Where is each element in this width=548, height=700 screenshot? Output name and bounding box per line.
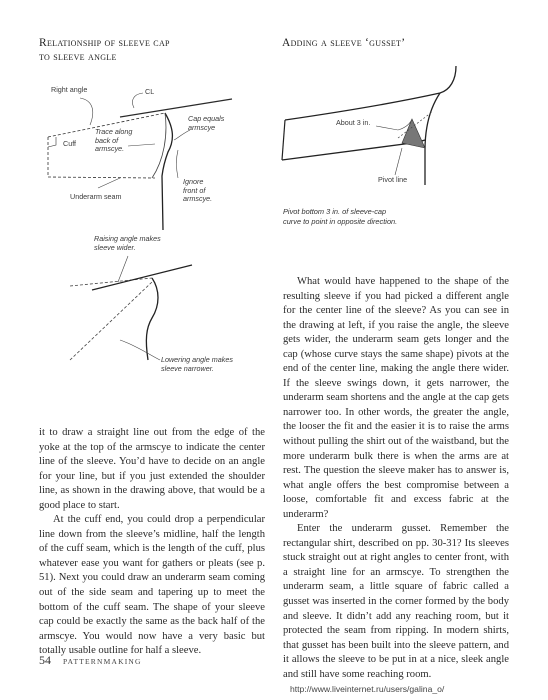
- label-trace-3: armscye.: [95, 144, 125, 154]
- gusset-caption: [283, 207, 397, 226]
- gusset-caption-line-2: curve to point in opposite direction.: [283, 216, 398, 226]
- label-lowering-2: sleeve narrower.: [161, 363, 214, 373]
- right-heading: Adding a sleeve ‘gusset’: [282, 37, 406, 49]
- label-raising-1: Raising angle makes: [94, 234, 161, 243]
- watermark-url: http://www.liveinternet.ru/users/galina_o/: [290, 684, 445, 694]
- left-paragraph-2: At the cuff end, you could drop a perpendicular line down from the sleeve’s midline, half the length of the cuff seam, which is the length of the cuff, plus whatever ease you want for gathers or pleats (see p. 51). Next you could draw an underarm seam coming out of the side seam and tapering up to meet the bottom of the cuff seam. The shape of your sleeve cap could be exactly the same as the back half of the armscye. You would now have a very basic but totally usable outline for half a sleeve.: [39, 514, 265, 657]
- left-column-text: [39, 426, 265, 659]
- page-number: 54: [39, 653, 51, 667]
- label-trace-1: Trace along: [95, 127, 133, 136]
- left-heading-line-1: Relationship of sleeve cap: [39, 37, 170, 49]
- label-underarm-seam: Underarm seam: [70, 192, 122, 201]
- right-paragraph-1: What would have happened to the shape of the resulting sleeve if you had picked a different angle for the center line of the sleeve? As you can see in the drawing at left, if you raise the angle, the sleeve gets wider, the underarm seam gets longer and the cap (whose curve stays the same shape) pivots at the end of the center line, making the angle there wider. If the sleeve swings down, it gets narrower, the underarm seam shortens and the angle at the cap gets narrower too. In other words, the greater the angle, the looser the fit and the easier it is to raise the arms without pulling the shirt out of the waistband, but the more underarm bulk there is when the arms are at rest. The question the sleeve maker has to answer is, what angle offers the best compromise between a loose, comfortable fit and excess fabric at the underarm?: [283, 276, 509, 520]
- gusset-caption-line-1: Pivot bottom 3 in. of sleeve-cap: [283, 207, 387, 216]
- label-cl: CL: [145, 87, 155, 96]
- label-ignore-1: Ignore: [183, 177, 204, 186]
- label-ignore-3: armscye.: [183, 194, 213, 204]
- label-cap-equals-2: armscye: [188, 122, 216, 132]
- label-cuff: Cuff: [63, 139, 77, 148]
- label-about-3-in: About 3 in.: [336, 118, 371, 127]
- label-right-angle: Right angle: [51, 85, 88, 94]
- label-raising-2: sleeve wider.: [94, 242, 136, 252]
- label-cap-equals-1: Cap equals: [188, 114, 225, 123]
- left-heading-line-2: to sleeve angle: [39, 51, 117, 63]
- label-trace-2: back of: [95, 135, 119, 145]
- label-pivot-line: Pivot line: [378, 175, 408, 184]
- left-paragraph-1: it to draw a straight line out from the edge of the yoke at the top of the armscye to indicate the center line of the sleeve. You’d have to decide on an angle for your line, but if you just extended the shoulder line, as shown in the drawing above, that would be a good place to start.: [39, 427, 265, 511]
- label-ignore-2: front of: [183, 185, 206, 195]
- right-paragraph-2: Enter the underarm gusset. Remember the rectangular shirt, described on pp. 30-31? Its sleeves stuck straight out at right angles to center front, with a straight line for an armscye. To strengthen the underarm seam, a little square of fabric called a gusset was inserted in the corner formed by the body and sleeve. It didn’t add any reaching room, but it protected the seam from ripping. In modern shirts, that gusset has been built into the sleeve pattern, and it allows the sleeve to be put in at a nice, sleek angle and still have some reaching room.: [283, 523, 509, 680]
- right-column-text: [283, 275, 509, 682]
- section-name: PATTERNMAKING: [63, 657, 142, 666]
- label-lowering-1: Lowering angle makes: [161, 355, 233, 364]
